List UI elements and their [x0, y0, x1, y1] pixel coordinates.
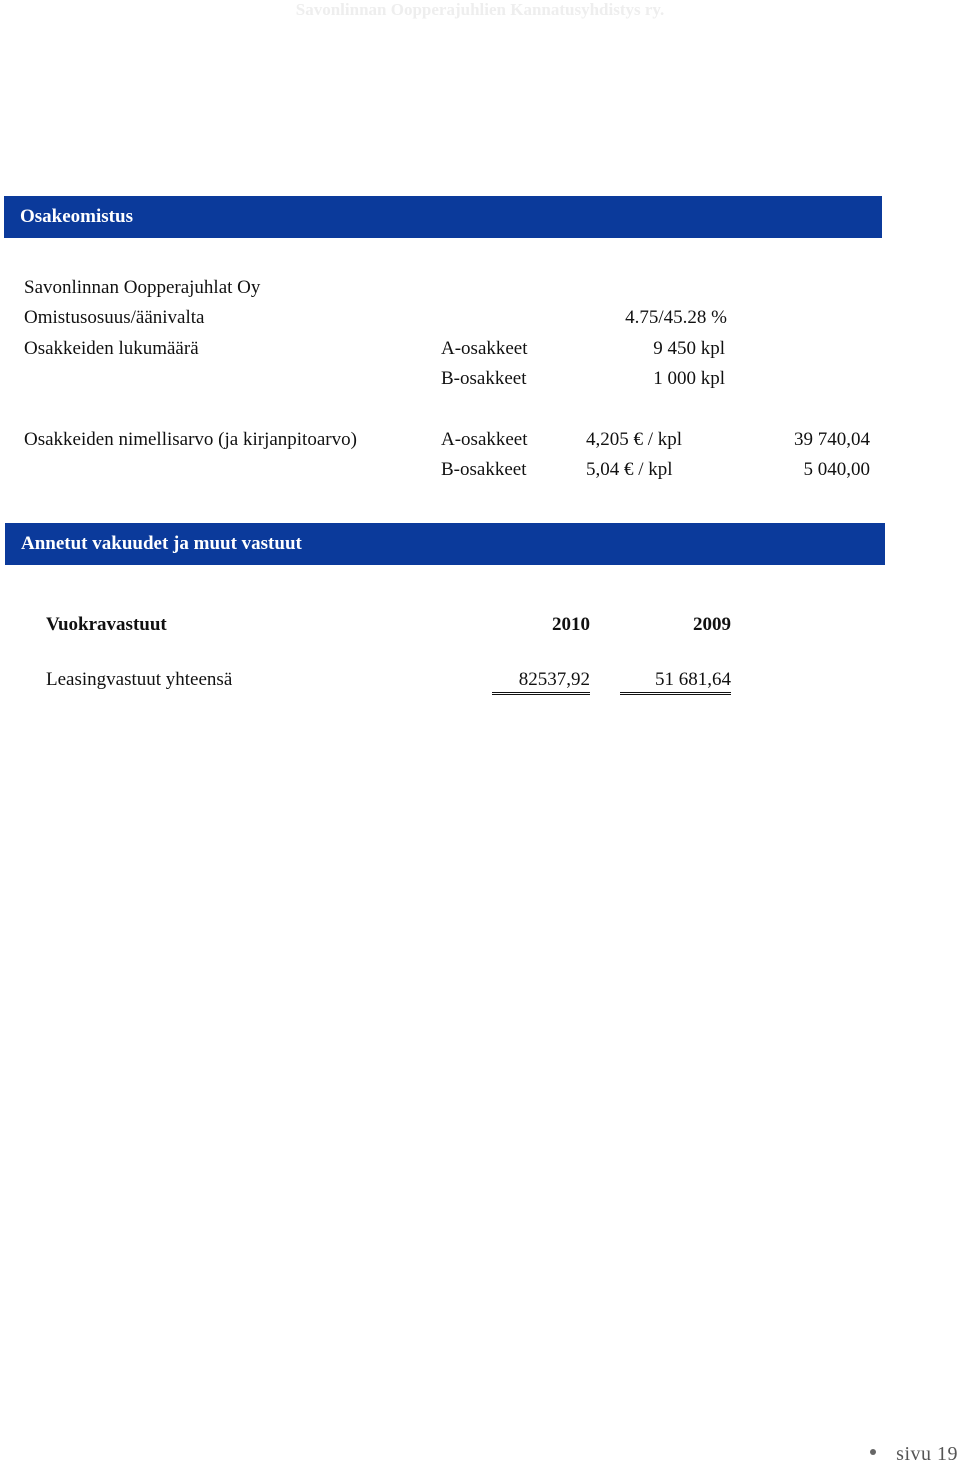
share-count-label: Osakkeiden lukumäärä [24, 338, 199, 359]
share-count-class-b: B-osakkeet [441, 368, 527, 389]
ownership-label: Omistusosuus/äänivalta [24, 307, 205, 328]
share-count-value-a: 9 450 kpl [653, 338, 725, 359]
nominal-unit-price-b: 5,04 € / kpl [586, 459, 673, 480]
leasing-total-2009: 51 681,64 [620, 668, 731, 695]
nominal-total-a: 39 740,04 [794, 429, 870, 450]
company-name: Savonlinnan Oopperajuhlat Oy [24, 277, 261, 298]
leasing-total-2010: 82537,92 [492, 668, 590, 695]
nominal-unit-price-a: 4,205 € / kpl [586, 429, 683, 450]
nominal-total-b: 5 040,00 [803, 459, 870, 480]
nominal-value-label: Osakkeiden nimellisarvo (ja kirjanpitoarvo) [24, 429, 357, 450]
footer-bullet-icon [870, 1449, 876, 1455]
section-header-osakeomistus: Osakeomistus [4, 196, 882, 238]
share-count-class-a: A-osakkeet [441, 338, 528, 359]
column-header-2009: 2009 [693, 614, 731, 635]
leasing-total-label: Leasingvastuut yhteensä [46, 669, 233, 690]
page-header-watermark: Savonlinnan Oopperajuhlien Kannatusyhdistys ry. [295, 0, 665, 19]
page-number: sivu 19 [896, 1443, 958, 1465]
ownership-value: 4.75/45.28 % [625, 307, 727, 328]
share-count-value-b: 1 000 kpl [653, 368, 725, 389]
rental-liabilities-heading: Vuokravastuut [46, 614, 167, 635]
nominal-class-a: A-osakkeet [441, 429, 528, 450]
column-header-2010: 2010 [552, 614, 590, 635]
section-header-vakuudet: Annetut vakuudet ja muut vastuut [5, 523, 885, 565]
nominal-class-b: B-osakkeet [441, 459, 527, 480]
